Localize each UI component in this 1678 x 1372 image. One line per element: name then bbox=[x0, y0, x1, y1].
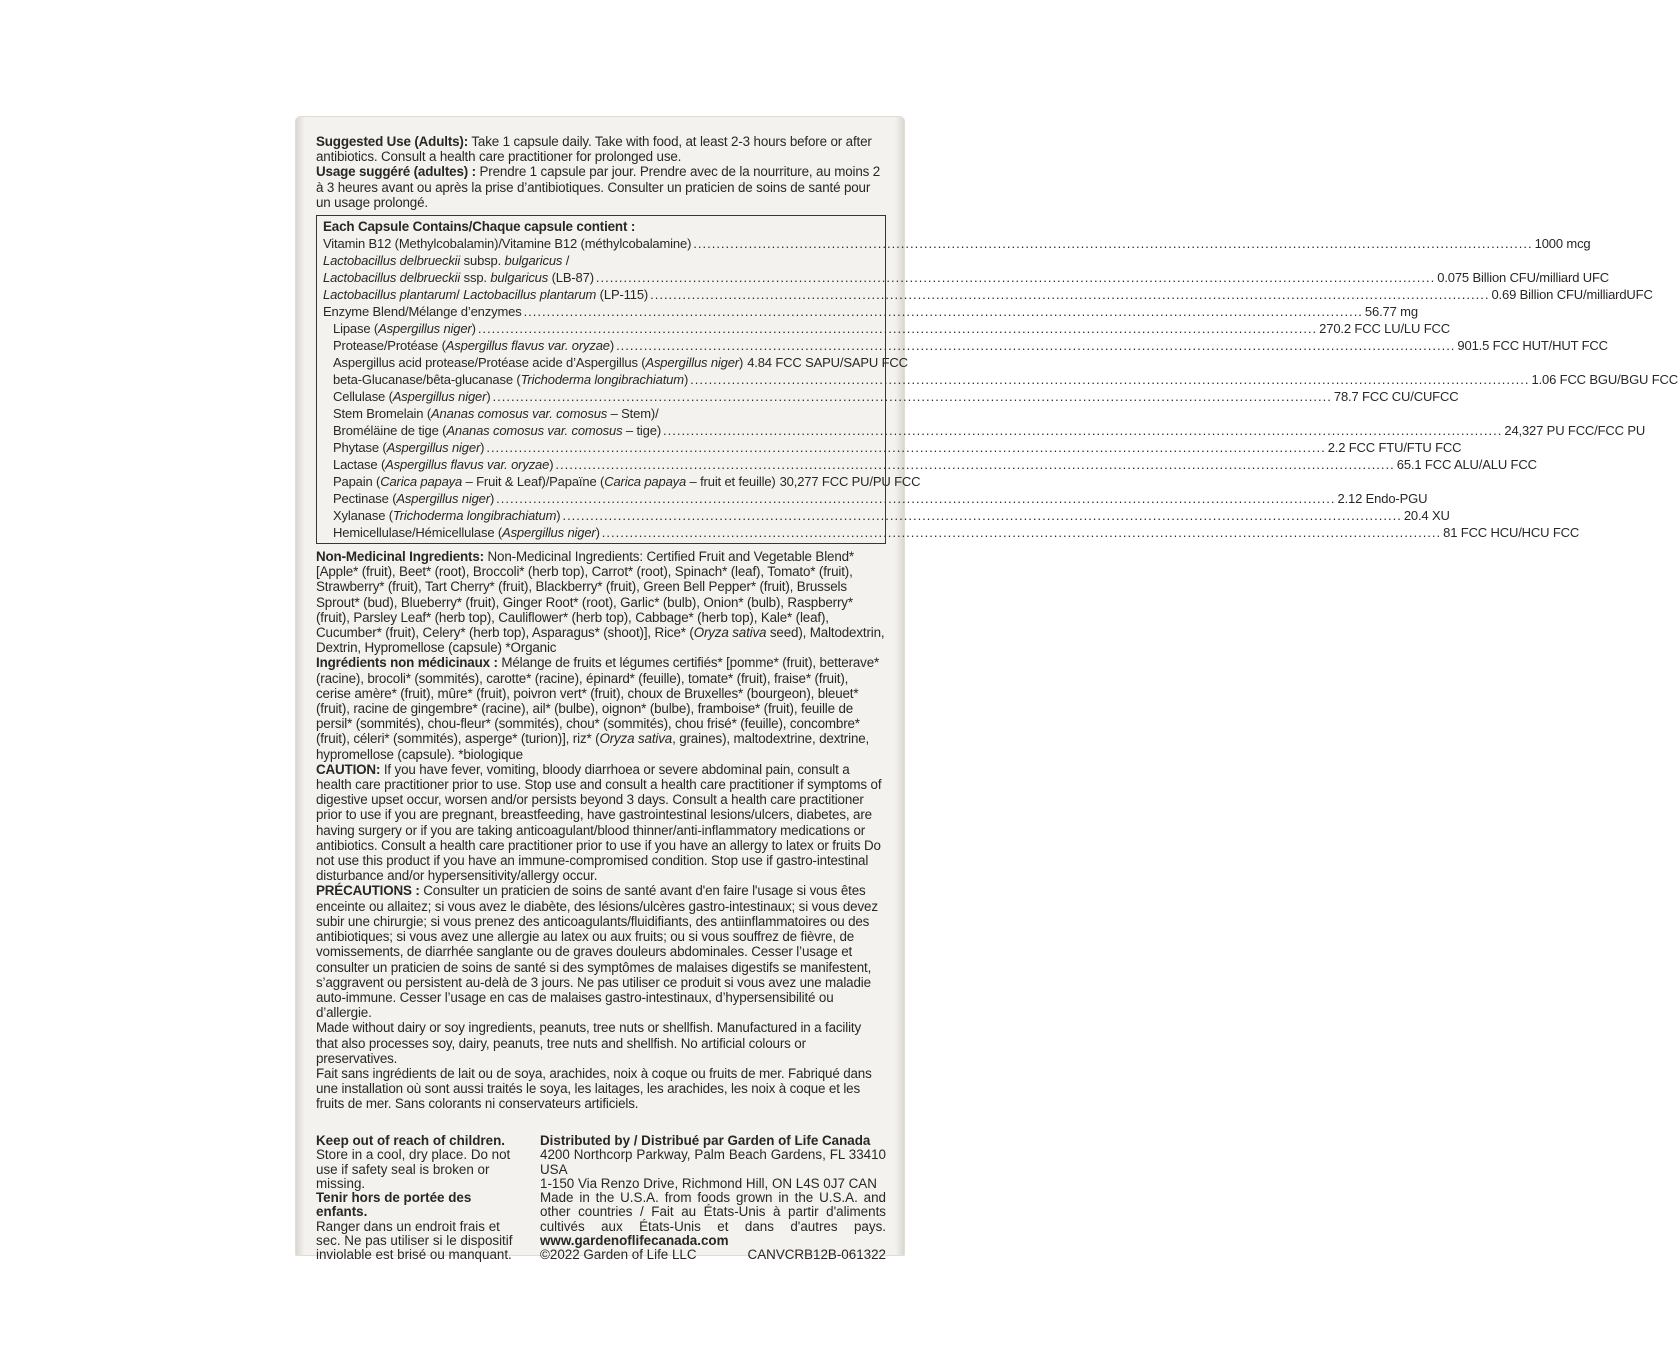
row-lacto-bulgaricus: Lactobacillus delbrueckii ssp. bulgaricus (LB-87) ..... 0.075 Billion CFU/milliard UFC bbox=[323, 269, 879, 286]
row-pectinase: Pectinase (Aspergillus niger) ..... 2.12 Endo-PGU bbox=[323, 490, 879, 507]
allergen-statement-en: Made without dairy or soy ingredients, peanuts, tree nuts or shellfish. Manufactured in a facility that also processes soy, dairy, peanuts, tree nuts and shellfish. No artificial colours or preservatives. bbox=[316, 1020, 862, 1066]
allergen-statement-fr: Fait sans ingrédients de lait ou de soya, arachides, noix à coque ou fruits de mer. Fabriqué dans une installation où sont aussi traités le soya, les laitages, les arachides, les noix à coque et les fruits de mer. Sans colorants ni conservateurs artificiels. bbox=[316, 1065, 872, 1112]
row-xylanase: Xylanase (Trichoderma longibrachiatum) ..... 20.4 XU bbox=[323, 507, 879, 524]
distributor-label: Distributed by / Distribué par Garden of Life Canada bbox=[540, 1133, 871, 1148]
row-bromelain-line1: Stem Bromelain (Ananas comosus var. comosus – Stem)/ bbox=[333, 406, 659, 422]
keep-away-fr: Tenir hors de portée des enfants. bbox=[316, 1190, 472, 1220]
row-lacto-bulgaricus-line1: Lactobacillus delbrueckii subsp. bulgaricus / bbox=[323, 253, 570, 269]
capsule-contents-header: Each Capsule Contains/Chaque capsule contient : bbox=[323, 219, 636, 235]
storage-info bbox=[316, 1134, 516, 1263]
caution-en: CAUTION: If you have fever, vomiting, bloody diarrhoea or severe abdominal pain, consult a health care practitioner prior to use. Stop use and consult a health care practitioner if symptoms of digestive upset occur, worsen and/or persists beyond 3 days. Consult a health care practitioner prior to use if you are pregnant, breastfeeding, have gastrointestinal lesions/ulcers, diabetes, are having surgery or if you are taking anticoagulant/blood thinner/anti-inflammatory medications or antibiotics. Consult a health care practitioner prior to use if you have an allergy to latex or fruits Do not use this product if you have an immune-compromised condition. Stop use if gastro-intestinal disturbance and/or hypersensitivity/allergy occur. bbox=[316, 761, 882, 884]
address-canada: 1-150 Via Renzo Drive, Richmond Hill, ON L4S 0J7 CAN bbox=[540, 1175, 877, 1191]
row-lipase: Lipase (Aspergillus niger) ..... 270.2 FCC LU/LU FCC bbox=[323, 320, 879, 337]
suggested-use-en: Suggested Use (Adults): Take 1 capsule daily. Take with food, at least 2-3 hours before or after antibiotics. Consult a health care practitioner for prolonged use. bbox=[316, 134, 872, 165]
suggested-use-fr: Usage suggéré (adultes) : Prendre 1 capsule par jour. Prendre avec de la nourriture, au moins 2 à 3 heures avant ou après la prise d’antibiotiques. Consulter un praticien de soins de santé pour un usage prolongé. bbox=[316, 164, 881, 210]
storage-fr: Ranger dans un endroit frais et sec. Ne pas utiliser si le dispositif inviolable est brisé ou manquant. bbox=[316, 1218, 513, 1263]
non-medicinal-ingredients-fr: Ingrédients non médicinaux : Mélange de fruits et légumes certifiés* [pomme* (fruit), betterave* (racine), brocoli* (sommités), carotte* (racine), épinard* (feuille), tomate* (fruit), fraise* (fruit), cerise amère* (fruit), mûre* (fruit), poivron vert* (fruit), choux de Bruxelles* (bourgeon), bleuet* (fruit), racine de gingembre* (racine), ail* (bulbe), oignon* (bulbe), framboise* (fruit), feuille de persil* (sommités), chou-fleur* (sommités), chou* (sommités), chou frisé* (feuille), concombre* (fruit), céleri* (sommités), asperge* (turion)], riz* (Oryza sativa, graines), maltodextrine, dextrine, hypromellose (capsule). *biologique bbox=[316, 655, 880, 762]
row-lacto-plantarum: Lactobacillus plantarum/ Lactobacillus plantarum (LP-115) ..... 0.69 Billion CFU/milliardUFC bbox=[323, 286, 879, 303]
row-protease: Protease/Protéase (Aspergillus flavus var. oryzae) ..... 901.5 FCC HUT/HUT FCC bbox=[323, 337, 879, 354]
website-link[interactable]: www.gardenoflifecanada.com bbox=[540, 1233, 729, 1249]
caution-fr: PRÉCAUTIONS : Consulter un praticien de soins de santé avant d'en faire l'usage si vous êtes enceinte ou allaitez; si vous avez le diabète, des lésions/ulcères gastro-intestinaux; si vous devez subir une chirurgie; si vous prenez des anticoagulants/fluidifiants, des antiinflammatoires ou des antibiotiques; si vous avez une allergie au latex ou aux fruits; ou si vous souffrez de fièvre, de vomissements, de diarrhée sanglante ou de graves douleurs abdominales. Cesser l’usage et consulter un praticien de soins de santé si des symptômes de malaises digestifs se manifestent, s’aggravent ou persistent au-delà de 3 jours. Ne pas utiliser ce produit si vous avez une maladie auto-immune. Cesser l’usage en cas de malaises gastro-intestinaux, d’hypersensibilité ou d’allergie. bbox=[316, 883, 878, 1021]
row-lactase: Lactase (Aspergillus flavus var. oryzae) ..... 65.1 FCC ALU/ALU FCC bbox=[323, 456, 879, 473]
row-phytase: Phytase (Aspergillus niger) ..... 2.2 FCC FTU/FTU FCC bbox=[323, 439, 879, 456]
distributor-info bbox=[540, 1134, 886, 1263]
non-medicinal-ingredients-en: Non-Medicinal Ingredients: Non-Medicinal Ingredients: Certified Fruit and Vegetable Blend* [Apple* (fruit), Beet* (root), Broccoli* (herb top), Carrot* (root), Spinach* (leaf), Tomato* (fruit), Strawberry* (fruit), Tart Cherry* (fruit), Blackberry* (fruit), Green Bell Pepper* (fruit), Brussels Sprout* (bud), Blueberry* (fruit), Ginger Root* (root), Garlic* (bulb), Onion* (bulb), Raspberry* (fruit), Parsley Leaf* (herb top), Cauliflower* (herb top), Cabbage* (herb top), Kale* (leaf), Cucumber* (fruit), Celery* (herb top), Asparagus* (shoot)], Rice* (Oryza sativa seed), Maltodextrin, Dextrin, Hypromellose (capsule) *Organic bbox=[316, 549, 885, 656]
row-cellulase: Cellulase (Aspergillus niger) ..... 78.7 FCC CU/CUFCC bbox=[323, 388, 879, 405]
made-in-statement: Made in the U.S.A. from foods grown in the U.S.A. and other countries / Fait au États-Unis à partir d'aliments cultivés aux États-Unis et dans d'autres pays. www.gardenoflifecanada.com bbox=[540, 1190, 886, 1249]
storage-en: Store in a cool, dry place. Do not use if safety seal is broken or missing. bbox=[316, 1147, 511, 1191]
row-enzyme-blend: Enzyme Blend/Mélange d’enzymes ..... 56.77 mg bbox=[323, 303, 879, 320]
row-beta-glucanase: beta-Glucanase/bêta-glucanase (Trichoderma longibrachiatum) ..... 1.06 FCC BGU/BGU FCC bbox=[323, 371, 879, 388]
row-hemicellulase: Hemicellulase/Hémicellulase (Aspergillus niger) ..... 81 FCC HCU/HCU FCC bbox=[323, 524, 879, 541]
row-papain: Papain (Carica papaya – Fruit & Leaf)/Papaïne (Carica papaya – fruit et feuille) 30,277 FCC PU/PU FCC bbox=[333, 474, 921, 490]
row-vitamin-b12: Vitamin B12 (Methylcobalamin)/Vitamine B12 (méthylcobalamine) ..... 1000 mcg bbox=[323, 235, 879, 252]
copyright-row bbox=[540, 1248, 886, 1262]
label-content bbox=[316, 134, 1678, 1112]
product-code: CANVCRB12B-061322 bbox=[747, 1247, 886, 1263]
keep-away-en: Keep out of reach of children. bbox=[316, 1133, 505, 1148]
copyright: ©2022 Garden of Life LLC bbox=[540, 1247, 697, 1263]
address-usa: 4200 Northcorp Parkway, Palm Beach Gardens, FL 33410 USA bbox=[540, 1147, 886, 1177]
row-bromelain: Broméläine de tige (Ananas comosus var. comosus – tige) ..... 24,327 PU FCC/FCC PU bbox=[323, 422, 879, 439]
row-acid-protease: Aspergillus acid protease/Protéase acide d’Aspergillus (Aspergillus niger) 4.84 FCC SAPU/SAPU FCC bbox=[333, 355, 908, 371]
capsule-contents-table bbox=[316, 215, 1678, 544]
label-footer bbox=[316, 1134, 886, 1263]
